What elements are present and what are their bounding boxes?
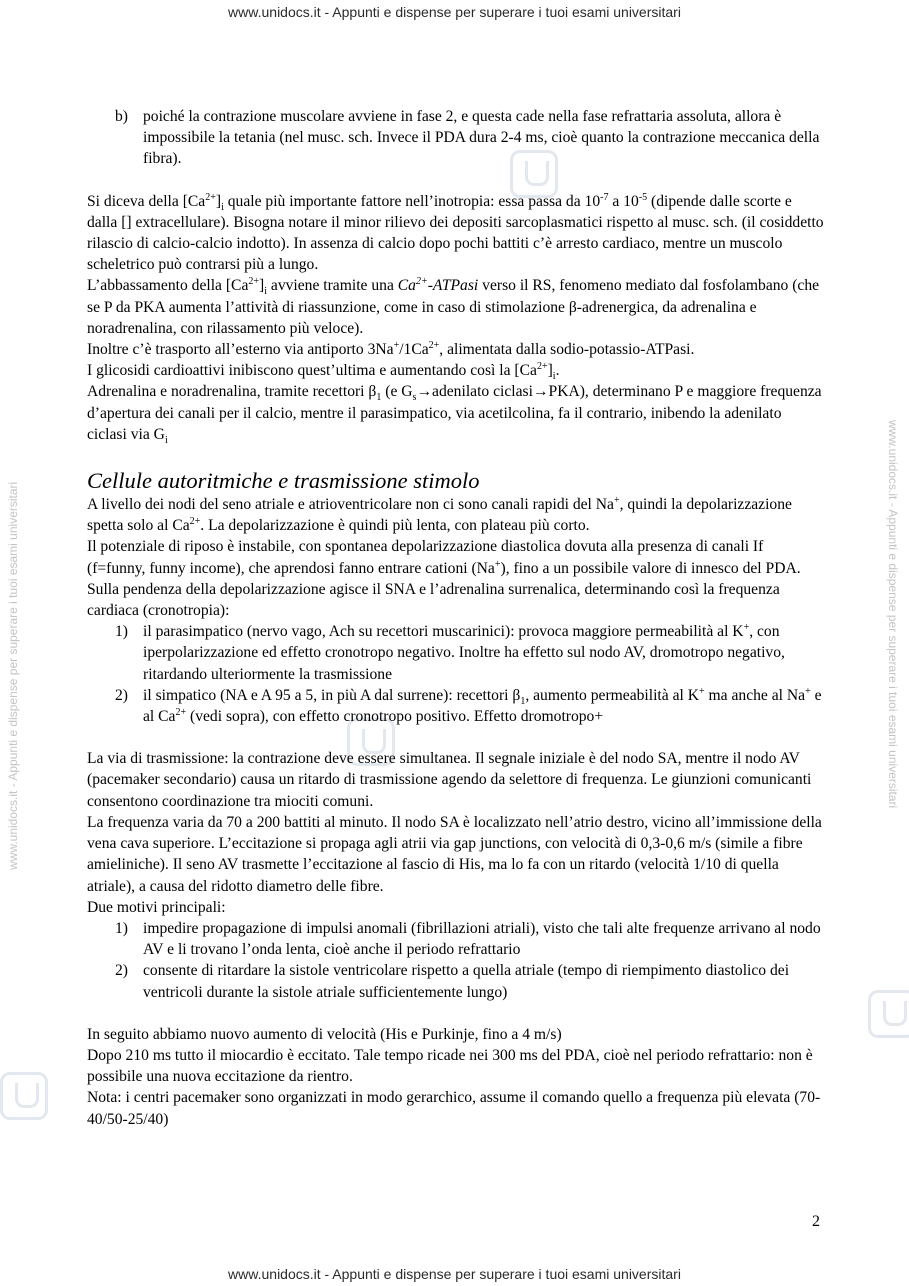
paragraph: Il potenziale di riposo è instabile, con spontanea depolarizzazione diastolica dovuta alla presenza di canali If (f=funny, funny income), che aprendosi fanno entrare cationi (Na+), fino a un possibile valore di innesco del PDA. Sulla pendenza della depolarizzazione agisce il SNA e l’adrenalina surrenalica, determinando così la frequenza cardiaca (cronotropia):: [87, 538, 801, 620]
paragraph: Adrenalina e noradrenalina, tramite recettori $\beta_1$ (e $G_s\to adenilato$ ciclasi→PKA), determinano P e maggiore frequenza d’apertura dei canali per il calcio, mentre il parasimpatico, via acetilcolina, fa il contrario, inibendo la adenilato ciclasi via $G_i$: [87, 383, 822, 446]
paragraph: A livello dei nodi del seno atriale e atrioventricolare non ci sono canali rapidi del Na+, quindi la depolarizzazione spetta solo al $Ca^{2+}$. La depolarizzazione è quindi più lenta, con plateau più corto.: [87, 494, 792, 535]
paragraph: Si diceva della $[Ca^{2+}]_i$ quale più importante fattore nell’inotropia: essa passa da $10^{-7}$ a $10^{-5}$ (dipende dalle scorte e dalla [] extracellulare). Bisogna notare il minor rilievo dei depositi sarcoplasmatici rispetto al musc. sch. (il cosiddetto rilascio di calcio-calcio indotto). In assenza di calcio dopo pochi battiti c’è arresto cardiaco, mentre un muscolo scheletrico può contrarsi più a lungo.: [87, 191, 824, 274]
paragraph: Nota: i centri pacemaker sono organizzati in modo gerarchico, assume il comando quello a frequenza più elevata (70-40/50-25/40): [87, 1089, 821, 1128]
paragraph: I glicosidi cardioattivi inibiscono quest’ultima e aumentando così la $[Ca^{2+}]_i$.: [87, 361, 560, 383]
watermark-footer: www.unidocs.it - Appunti e dispense per superare i tuoi esami universitari: [228, 1266, 681, 1282]
list-item: [87, 621, 825, 685]
list-marker: 1): [115, 919, 128, 937]
unidocs-logo-icon: [868, 990, 909, 1038]
list-marker: 1): [115, 623, 128, 641]
list-marker: 2): [115, 962, 128, 980]
paragraph: Inoltre c’è trasporto all’esterno via antiporto $3Na^+/1Ca^{2+}$, alimentata dalla sodio-potassio-ATPasi.: [87, 339, 695, 359]
page-number: 2: [812, 1213, 820, 1230]
list-item: [87, 685, 825, 727]
watermark-right: www.unidocs.it - Appunti e dispense per superare i tuoi esami universitari: [886, 420, 900, 809]
watermark-left: www.unidocs.it - Appunti e dispense per superare i tuoi esami universitari: [6, 481, 20, 870]
list-text: il parasimpatico (nervo vago, Ach su recettori muscarinici): provoca maggiore permeabilità al K+, con iperpolarizzazione ed effetto cronotropo negativo. Inoltre ha effetto sul nodo AV, dromotropo negativo, ritardando ulteriormente la trasmissione: [143, 622, 785, 683]
paragraph: L’abbassamento della $[Ca^{2+}]_i$ avviene tramite una $Ca^{2+}$-ATPasi verso il RS, fenomeno mediato dal fosfolambano (che se P da PKA aumenta l’attività di riassunzione, come in caso di stimolazione β-adrenergica, da adrenalina e noradrenalina, con rilassamento più veloce).: [87, 276, 820, 337]
document-body: [87, 106, 825, 1130]
list-item: [87, 106, 825, 170]
paragraph: Due motivi principali:: [87, 898, 226, 916]
unidocs-logo-icon: [0, 1072, 48, 1120]
list-marker: 2): [115, 686, 128, 704]
list-item: [87, 918, 825, 960]
list-marker: b): [115, 108, 128, 125]
watermark-header: www.unidocs.it - Appunti e dispense per superare i tuoi esami universitari: [228, 4, 681, 20]
section-title: Cellule autoritmiche e trasmissione stimolo: [87, 468, 480, 494]
list-item: [87, 960, 825, 1002]
paragraph: In seguito abbiamo nuovo aumento di velocità (His e Purkinje, fino a 4 m/s): [87, 1025, 562, 1043]
list-text: poiché la contrazione muscolare avviene in fase 2, e questa cade nella fase refrattaria assoluta, allora è impossibile la tetania (nel musc. sch. Invece il PDA dura 2-4 ms, cioè quanto la contrazione meccanica della fibra).: [143, 108, 820, 168]
paragraph: La via di trasmissione: la contrazione deve essere simultanea. Il segnale iniziale è del nodo SA, mentre il nodo AV (pacemaker secondario) causa un ritardo di trasmissione agendo da selettore di frequenza. Le giunzioni comunicanti consentono coordinazione tra miociti comuni.: [87, 750, 812, 810]
list-text: il simpatico (NA e A 95 a 5, in più A dal surrene): recettori $\beta_1$, aumento permeabilità al K+ ma anche al Na+ e al $Ca^{2+}$ (vedi sopra), con effetto cronotropo positivo. Effetto dromotropo+: [143, 685, 822, 726]
list-text: impedire propagazione di impulsi anomali (fibrillazioni atriali), visto che tali alte frequenze arrivano al nodo AV e li trovano l’onda lenta, cioè anche il periodo refrattario: [143, 919, 821, 959]
paragraph: Dopo 210 ms tutto il miocardio è eccitato. Tale tempo ricade nei 300 ms del PDA, cioè nel periodo refrattario: non è possibile una nuova eccitazione da rientro.: [87, 1046, 813, 1086]
paragraph: La frequenza varia da 70 a 200 battiti al minuto. Il nodo SA è localizzato nell’atrio destro, vicino all’immissione della vena cava superiore. L’eccitazione si propaga agli atrii via gap junctions, con velocità di 0,3-0,6 m/s (simile a fibre amieliniche). Il seno AV trasmette l’eccitazione al fascio di His, ma lo fa con un ritardo (velocità 1/10 di quella atriale), a causa del ridotto diametro delle fibre.: [87, 813, 822, 895]
list-text: consente di ritardare la sistole ventricolare rispetto a quella atriale (tempo di riempimento diastolico dei ventricoli durante la sistole atriale sufficientemente lungo): [143, 962, 790, 1001]
